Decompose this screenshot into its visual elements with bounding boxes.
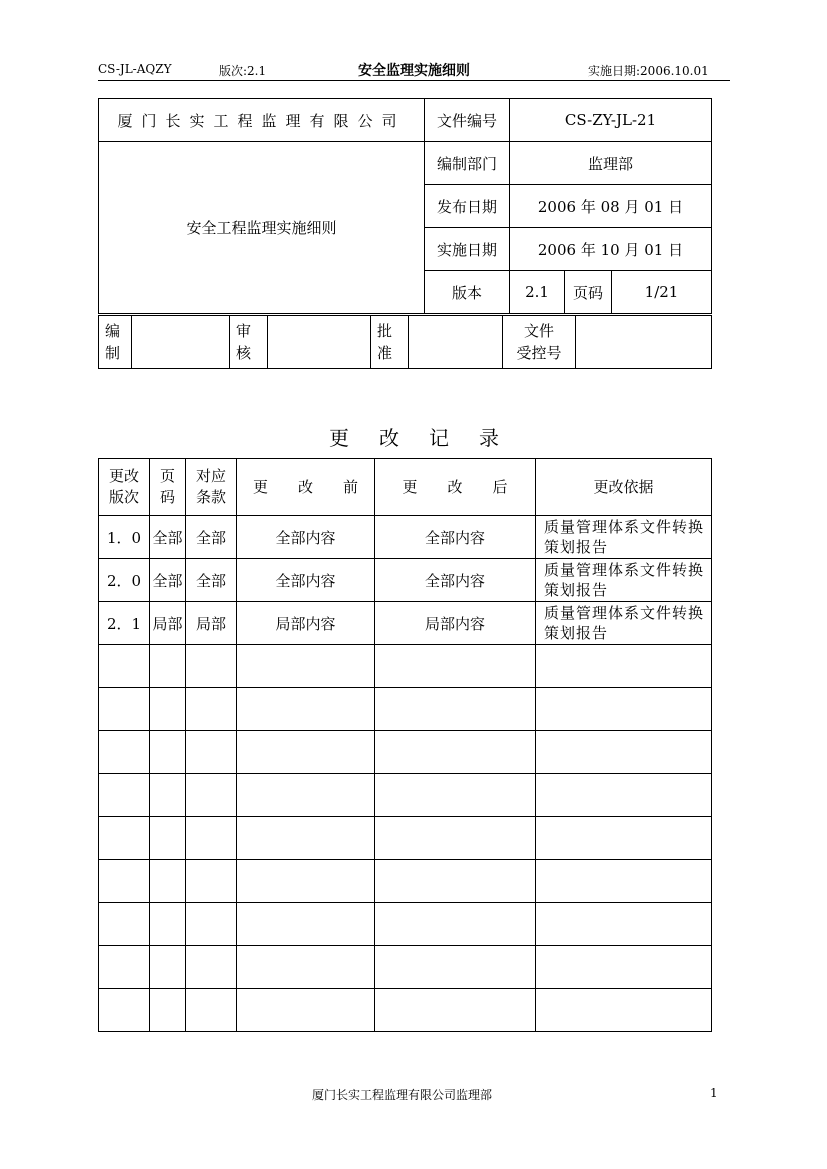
table-header-row: [99, 459, 712, 516]
row-basis: 质量管理体系文件转换策划报告: [536, 602, 712, 645]
row-before: 全部内容: [237, 516, 375, 559]
row-clause: 全部: [186, 516, 237, 559]
header-doc-code: CS-JL-AQZY: [98, 62, 172, 76]
approve-label: 批 准: [371, 316, 409, 369]
footer-org: 厦门长实工程监理有限公司监理部: [312, 1088, 493, 1102]
doc-info-table: [98, 98, 712, 314]
row-page: 全部: [150, 559, 186, 602]
table-row: [99, 516, 712, 559]
dept-value: 监理部: [510, 142, 712, 185]
footer-page-number: 1: [710, 1086, 718, 1100]
row-after: 全部内容: [375, 559, 536, 602]
change-record-table: [98, 458, 712, 1032]
empty-row: [99, 989, 712, 1032]
row-basis: 质量管理体系文件转换策划报告: [536, 516, 712, 559]
control-no-label: 文件 受控号: [503, 316, 576, 369]
col-before: 更 改 前: [237, 459, 375, 516]
row-before: 全部内容: [237, 559, 375, 602]
empty-row: [99, 731, 712, 774]
impl-date-value: 2006 年 10 月 01 日: [510, 228, 712, 271]
compile-field: [132, 316, 230, 369]
row-clause: 局部: [186, 602, 237, 645]
empty-row: [99, 774, 712, 817]
version-label: 版本: [425, 271, 510, 314]
change-record-title: 更改记录: [329, 426, 529, 450]
header-title: 安全监理实施细则: [358, 63, 470, 79]
row-after: 全部内容: [375, 516, 536, 559]
empty-row: [99, 817, 712, 860]
compile-label: 编 制: [99, 316, 132, 369]
impl-date-label: 实施日期: [425, 228, 510, 271]
col-page: 页 码: [150, 459, 186, 516]
doc-no-value: CS-ZY-JL-21: [510, 99, 712, 142]
header-rule: [98, 80, 730, 81]
empty-row: [99, 645, 712, 688]
table-row: [99, 602, 712, 645]
row-clause: 全部: [186, 559, 237, 602]
page-value: 1/21: [612, 271, 712, 314]
approve-field: [409, 316, 503, 369]
version-value: 2.1: [510, 271, 565, 314]
row-page: 全部: [150, 516, 186, 559]
review-label: 审 核: [230, 316, 268, 369]
empty-row: [99, 860, 712, 903]
company-name: 厦门长实工程监理有限公司: [99, 99, 425, 142]
row-version: 2．0: [99, 559, 150, 602]
issue-date-value: 2006 年 08 月 01 日: [510, 185, 712, 228]
dept-label: 编制部门: [425, 142, 510, 185]
row-page: 局部: [150, 602, 186, 645]
col-version: 更改 版次: [99, 459, 150, 516]
table-row: [99, 559, 712, 602]
review-field: [268, 316, 371, 369]
empty-row: [99, 688, 712, 731]
row-basis: 质量管理体系文件转换策划报告: [536, 559, 712, 602]
signature-table: [98, 315, 712, 369]
doc-title-cell: 安全工程监理实施细则: [99, 142, 425, 314]
col-basis: 更改依据: [536, 459, 712, 516]
row-version: 2．1: [99, 602, 150, 645]
page-label: 页码: [565, 271, 612, 314]
row-before: 局部内容: [237, 602, 375, 645]
empty-row: [99, 946, 712, 989]
header-impl-date: 实施日期:2006.10.01: [588, 64, 709, 78]
doc-no-label: 文件编号: [425, 99, 510, 142]
empty-row: [99, 903, 712, 946]
header-version: 版次:2.1: [219, 64, 267, 78]
issue-date-label: 发布日期: [425, 185, 510, 228]
row-version: 1．0: [99, 516, 150, 559]
col-after: 更 改 后: [375, 459, 536, 516]
control-no-field: [576, 316, 712, 369]
col-clause: 对应 条款: [186, 459, 237, 516]
row-after: 局部内容: [375, 602, 536, 645]
